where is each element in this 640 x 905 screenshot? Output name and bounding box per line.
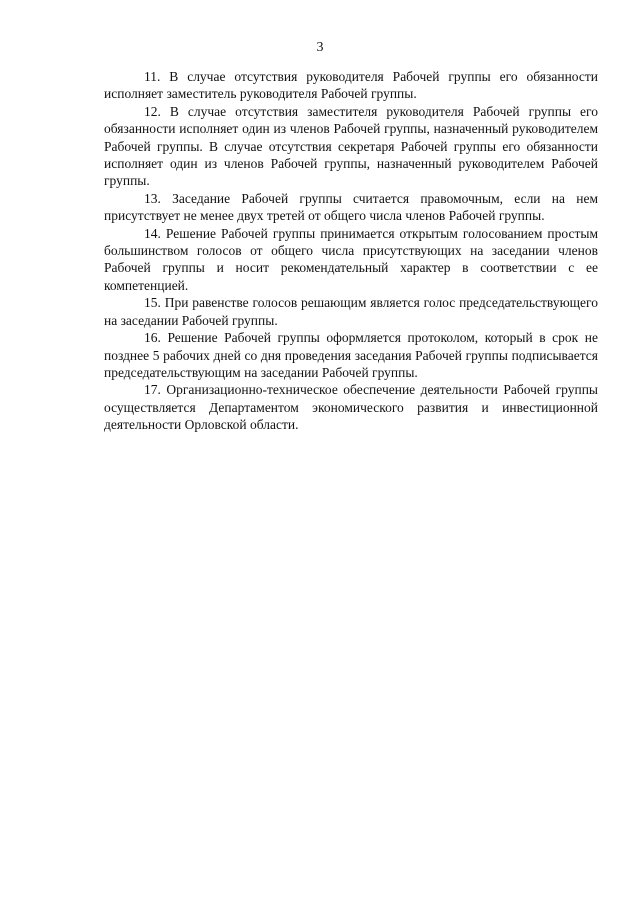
paragraph-14: 14. Решение Рабочей группы принимается открытым голосованием простым большинством голосов от общего числа присутствующих на заседании членов Рабочей группы и носит рекомендательный характер в соответствии с ее компетенцией. — [104, 225, 598, 293]
paragraph-15: 15. При равенстве голосов решающим является голос председательствующего на заседании Рабочей группы. — [104, 295, 598, 328]
page-number: 3 — [316, 40, 324, 55]
document-body — [104, 68, 598, 434]
paragraph-16: 16. Решение Рабочей группы оформляется протоколом, который в срок не позднее 5 рабочих дней со дня проведения заседания Рабочей группы подписывается председательствующим на заседании Рабочей группы. — [104, 330, 598, 380]
paragraph-11: 11. В случае отсутствия руководителя Рабочей группы его обязанности исполняет заместитель руководителя Рабочей группы. — [104, 69, 598, 102]
paragraph-12: 12. В случае отсутствия заместителя руководителя Рабочей группы его обязанности исполняет один из членов Рабочей группы, назначенный руководителем Рабочей группы. В случае отсутствия секретаря Рабочей группы его обязанности исполняет один из членов Рабочей группы, назначенный руководителем Рабочей группы. — [104, 103, 598, 189]
paragraph-17: 17. Организационно-техническое обеспечение деятельности Рабочей группы осуществляется Департаментом экономического развития и инвестиционной деятельности Орловской области. — [104, 382, 598, 433]
paragraph-13: 13. Заседание Рабочей группы считается правомочным, если на нем присутствует не менее двух третей от общего числа членов Рабочей группы. — [104, 190, 598, 224]
